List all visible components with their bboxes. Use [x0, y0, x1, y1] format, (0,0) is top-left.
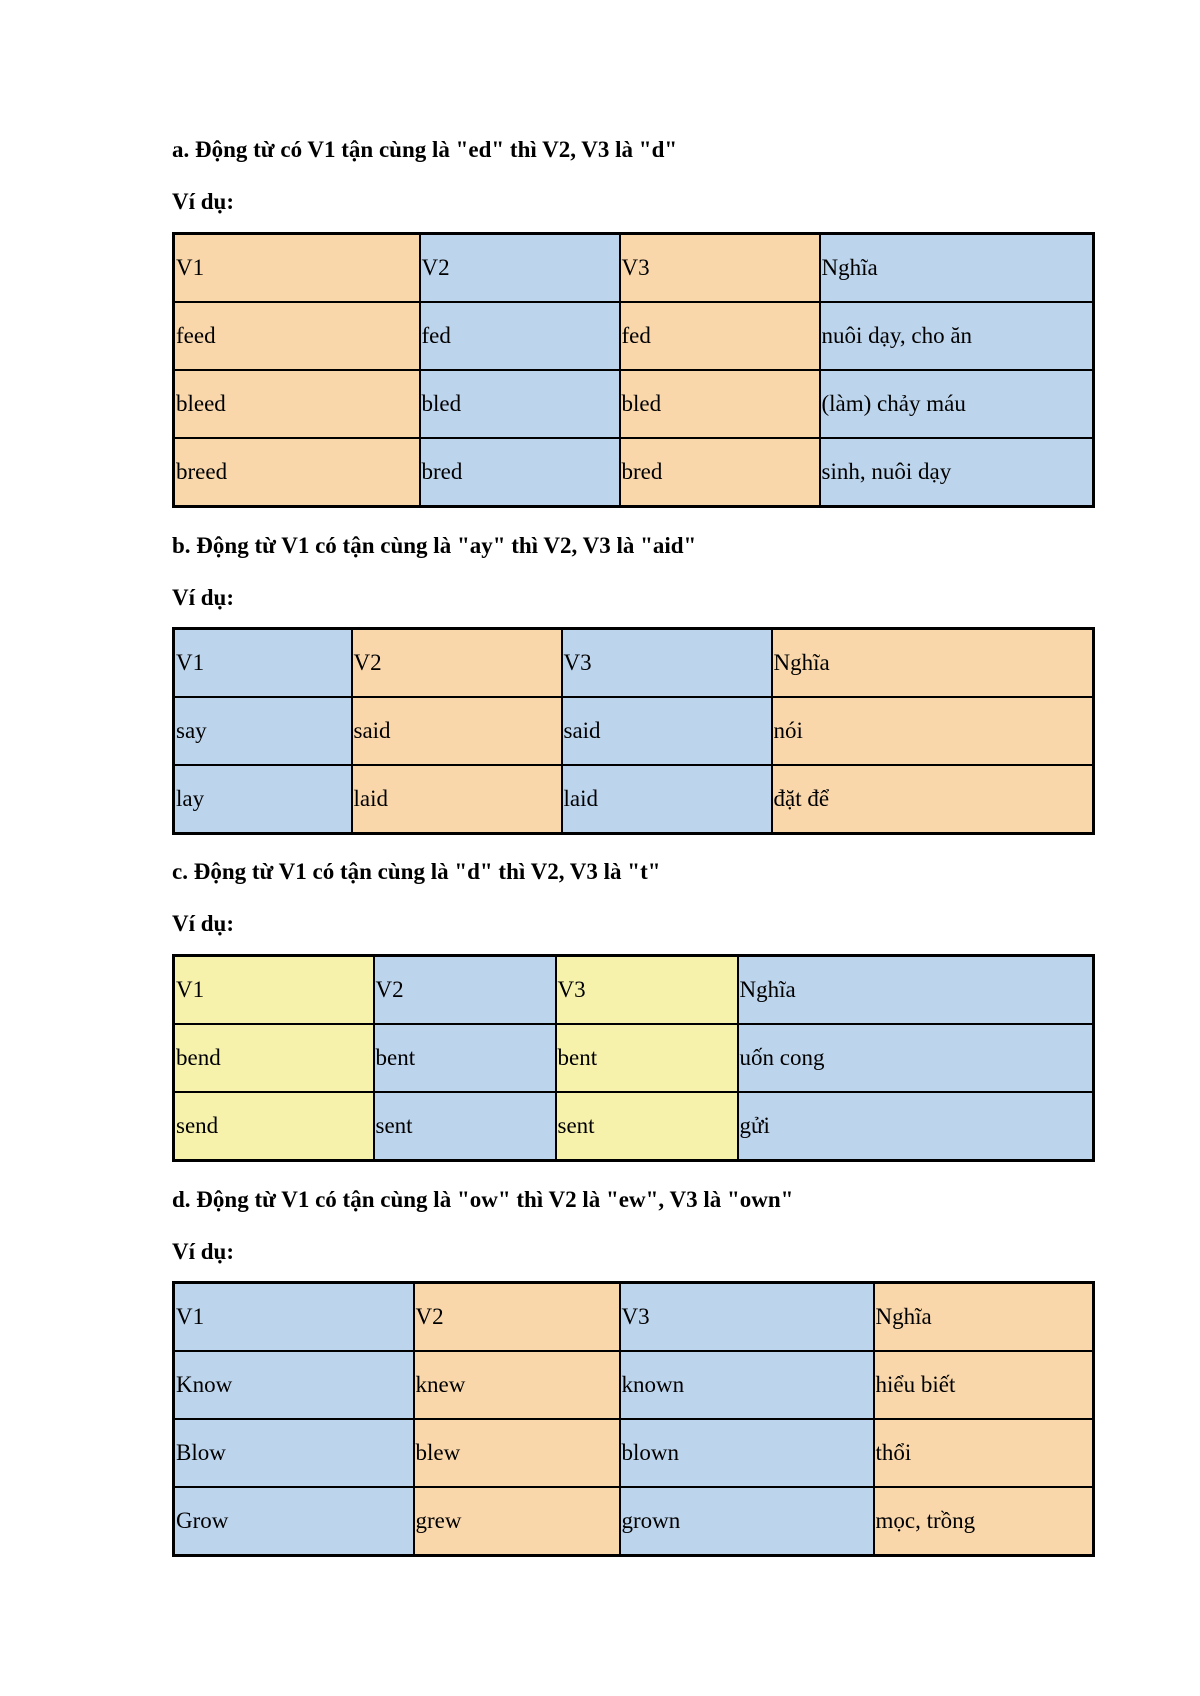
header-v3: V3 [620, 234, 820, 303]
cell-meaning: mọc, trồng [874, 1487, 1094, 1556]
cell-v2: bled [420, 370, 620, 438]
table-d [172, 1281, 1095, 1557]
cell-v3: bled [620, 370, 820, 438]
table-row [174, 1351, 1094, 1419]
cell-v2: bred [420, 438, 620, 507]
cell-v3: bred [620, 438, 820, 507]
cell-v2: sent [374, 1092, 556, 1161]
table-row [174, 302, 1094, 370]
header-v2: V2 [352, 629, 562, 698]
cell-v1: say [174, 697, 352, 765]
cell-v2: bent [374, 1024, 556, 1092]
section-a-heading: a. Động từ có V1 tận cùng là "ed" thì V2, V3 là "d" [172, 137, 678, 162]
cell-v1: bleed [174, 370, 420, 438]
cell-meaning: (làm) chảy máu [820, 370, 1094, 438]
cell-meaning: nuôi dạy, cho ăn [820, 302, 1094, 370]
cell-meaning: đặt để [772, 765, 1094, 834]
table-row [174, 765, 1094, 834]
table-row-header [174, 629, 1094, 698]
section-c-heading: c. Động từ V1 có tận cùng là "d" thì V2, V3 là "t" [172, 859, 661, 884]
cell-v1: bend [174, 1024, 374, 1092]
section-d-heading: d. Động từ V1 có tận cùng là "ow" thì V2 là "ew", V3 là "own" [172, 1187, 794, 1212]
cell-v3: fed [620, 302, 820, 370]
cell-v3: said [562, 697, 772, 765]
header-v3: V3 [562, 629, 772, 698]
header-meaning: Nghĩa [820, 234, 1094, 303]
header-meaning: Nghĩa [772, 629, 1094, 698]
cell-v3: blown [620, 1419, 874, 1487]
cell-v1: breed [174, 438, 420, 507]
cell-meaning: thổi [874, 1419, 1094, 1487]
section-b-example-label: Ví dụ: [172, 585, 234, 610]
cell-v2: laid [352, 765, 562, 834]
section-c-example-label: Ví dụ: [172, 911, 234, 936]
header-meaning: Nghĩa [738, 956, 1094, 1025]
cell-v1: Blow [174, 1419, 414, 1487]
table-row [174, 1487, 1094, 1556]
header-v2: V2 [374, 956, 556, 1025]
cell-v3: bent [556, 1024, 738, 1092]
header-v1: V1 [174, 956, 374, 1025]
cell-v1: feed [174, 302, 420, 370]
header-v1: V1 [174, 629, 352, 698]
table-row-header [174, 956, 1094, 1025]
section-d-example-label: Ví dụ: [172, 1239, 234, 1264]
cell-meaning: gửi [738, 1092, 1094, 1161]
section-b-heading: b. Động từ V1 có tận cùng là "ay" thì V2, V3 là "aid" [172, 533, 697, 558]
cell-v2: said [352, 697, 562, 765]
table-row [174, 438, 1094, 507]
header-v1: V1 [174, 1283, 414, 1352]
cell-meaning: sinh, nuôi dạy [820, 438, 1094, 507]
cell-v2: knew [414, 1351, 620, 1419]
cell-v1: lay [174, 765, 352, 834]
table-row [174, 370, 1094, 438]
header-v1: V1 [174, 234, 420, 303]
cell-v3: known [620, 1351, 874, 1419]
table-c [172, 954, 1095, 1162]
cell-v1: send [174, 1092, 374, 1161]
cell-v1: Grow [174, 1487, 414, 1556]
cell-v2: fed [420, 302, 620, 370]
cell-v1: Know [174, 1351, 414, 1419]
header-v3: V3 [620, 1283, 874, 1352]
table-row-header [174, 234, 1094, 303]
header-meaning: Nghĩa [874, 1283, 1094, 1352]
table-row [174, 1092, 1094, 1161]
cell-meaning: hiểu biết [874, 1351, 1094, 1419]
cell-meaning: uốn cong [738, 1024, 1094, 1092]
header-v3: V3 [556, 956, 738, 1025]
cell-v3: laid [562, 765, 772, 834]
cell-v3: sent [556, 1092, 738, 1161]
cell-v2: grew [414, 1487, 620, 1556]
table-b [172, 627, 1095, 835]
cell-v3: grown [620, 1487, 874, 1556]
table-row [174, 1419, 1094, 1487]
table-row-header [174, 1283, 1094, 1352]
header-v2: V2 [420, 234, 620, 303]
table-row [174, 1024, 1094, 1092]
table-row [174, 697, 1094, 765]
cell-meaning: nói [772, 697, 1094, 765]
table-a [172, 232, 1095, 508]
header-v2: V2 [414, 1283, 620, 1352]
section-a-example-label: Ví dụ: [172, 189, 234, 214]
cell-v2: blew [414, 1419, 620, 1487]
